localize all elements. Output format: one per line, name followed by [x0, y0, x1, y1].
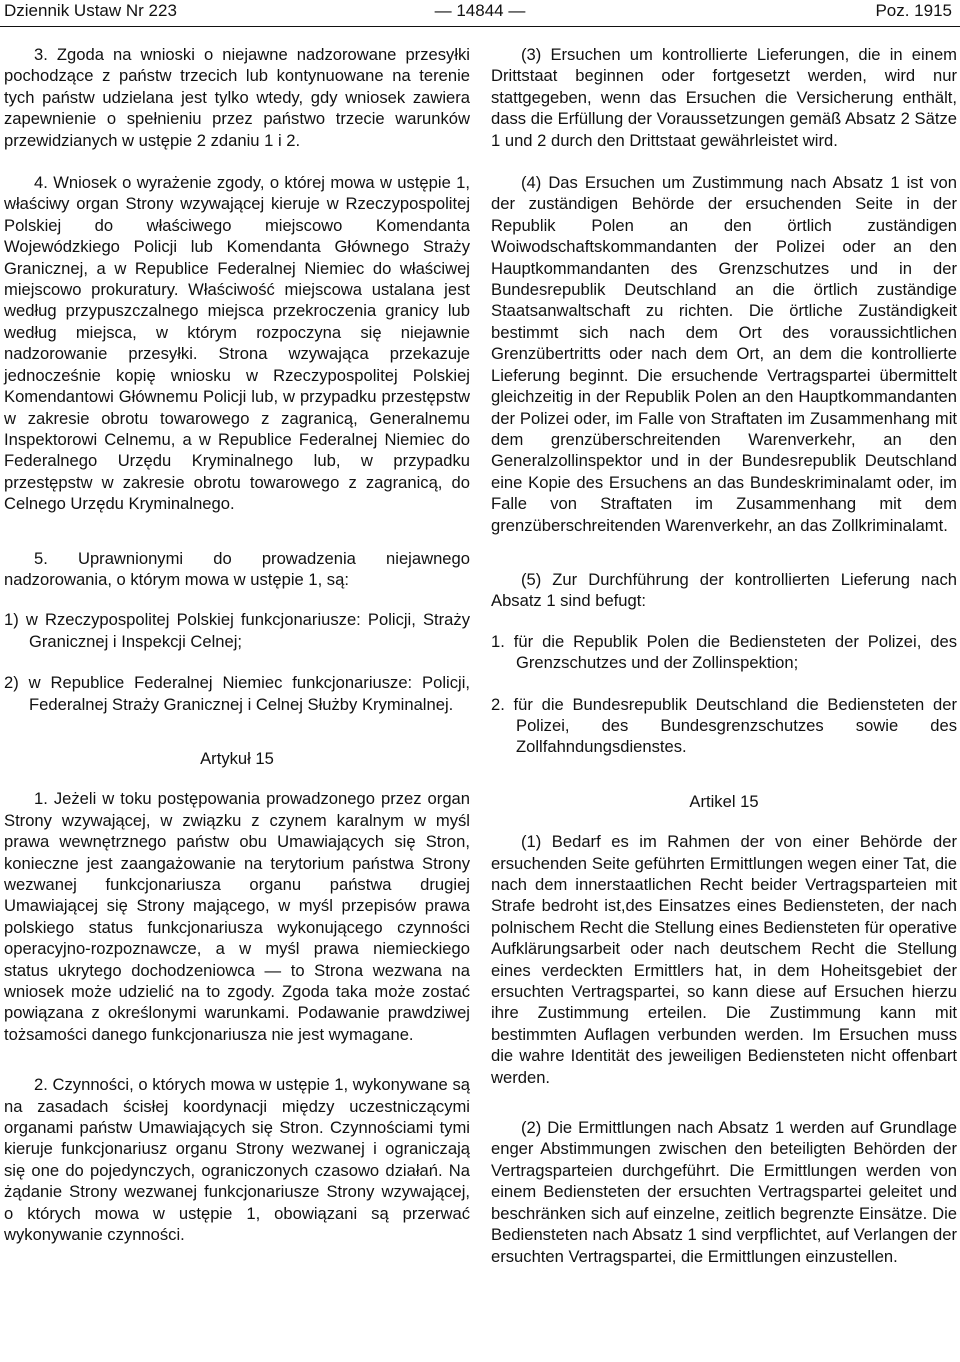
paragraph-5-pl: 5. Uprawnionymi do prowadzenia niejawnego nadzorowania, o którym mowa w ustępie 1, są: [4, 548, 470, 589]
list-item-1-de: 1. für die Republik Polen die Bediensteten der Polizei, des Grenzschutzes und der Zollinspektion; [491, 631, 957, 673]
page-number: — 14844 — [434, 1, 526, 20]
header-rule [0, 26, 960, 27]
polish-column [4, 44, 470, 1246]
article-paragraph-1-pl: 1. Jeżeli w toku postępowania prowadzonego przez organ Strony wzywającej, w związku z czynem karalnym w myśl prawa wewnętrznego państw obu Umawiających się Stron, konieczne jest zaangażowanie na terytorium państwa Strony wezwanej funkcjonariusza organu państwa drugiej Umawiającej się Strony mającego, w myśl przepisów prawa polskiego status funkcjonariusza wykonującego czynności operacyjno-rozpoznawcze, a w myśl prawa niemieckiego status ukrytego dochodzeniowca — to Strona wezwana na wniosek może udzielić na to zgody. Zgoda taka może zostać powiązana z określonymi warunkami. Podawanie prawdziwej tożsamości danego funkcjonariusza nie jest wymagane. [4, 789, 470, 1044]
list-item-1-pl: 1) w Rzeczypospolitej Polskiej funkcjonariusze: Policji, Straży Granicznej i Inspekcji Celnej; [4, 610, 470, 651]
paragraph-4-pl: 4. Wniosek o wyrażenie zgody, o której mowa w ustępie 1, właściwy organ Strony wzywającej kieruje w Rzeczypospolitej Polskiej do właściwego miejscowo Komendanta Wojewódzkiego Policji lub Komendanta Głównego Straży Granicznej, a w Republice Federalnej Niemiec do właściwej miejscowo prokuratury. Właściwość miejscowa ustalana jest według przypuszczalnego miejsca przekroczenia granicy lub według miejsca, w którym rozpoczyna się niejawnie nadzorowanie przesyłki. Strona wzywająca przekazuje jednocześnie kopię wniosku w Rzeczypospolitej Polskiej Komendantowi Głównemu Policji lub, w przypadku przestępstw w zakresie obrotu towarowego z zagranicą, Generalnemu Inspektorowi Celnemu, a w Republice Federalnej Niemiec do Federalnego Urzędu Kryminalnego lub, w przypadku przestępstw w zakresie obrotu towarowego z zagranicą, do Celnego Urzędu Kryminalnego. [4, 173, 470, 514]
german-column [491, 44, 957, 1267]
journal-title: Dziennik Ustaw Nr 223 [4, 1, 177, 20]
list-item-2-pl: 2) w Republice Federalnej Niemiec funkcjonariusze: Policji, Federalnej Straży Granicznej i Celnej Służby Kryminalnej. [4, 673, 470, 714]
page-header [0, 0, 960, 22]
paragraph-3-de: (3) Ersuchen um kontrollierte Lieferungen, die in einem Drittstaat beginnen oder fortgesetzt werden, wird nur stattgegeben, wenn das Ersuchen die Versicherung enthält, dass die Erfüllung der Voraussetzungen gemäß Absatz 2 Sätze 1 und 2 durch den Drittstaat gewährleistet wird. [491, 45, 957, 150]
paragraph-4-de: (4) Das Ersuchen um Zustimmung nach Absatz 1 ist von der zuständigen Behörde der ersuchenden Seite in der Republik Polen an den örtlich zuständigen Woiwodschaftskommandanten der Polizei oder an den Hauptkommandanten des Grenzschutzes und in der Bundesrepublik Deutschland an die örtlich zuständige Staatsanwaltschaft zu richten. Die örtliche Zuständigkeit bestimmt sich nach dem Ort des voraussichtlichen Grenzübertritts oder nach dem Ort, an dem die kontrollierte Lieferung beginnt. Die ersuchende Vertragspartei übermittelt gleichzeitig in der Republik Polen an den Hauptkommandanten der Polizei oder, im Falle von Straftaten im Zusammenhang mit dem grenzüberschreitenden Warenverkehr, an den Generalzollinspektor und in der Bundesrepublik Deutschland eine Kopie des Ersuchens an das Bundeskriminalamt oder, im Falle von Straftaten im Zusammenhang mit dem grenzüberschreitenden Warenverkehr, an das Zollkriminalamt. [491, 173, 957, 535]
paragraph-3-pl: 3. Zgoda na wnioski o niejawne nadzorowane przesyłki pochodzące z państw trzecich lub kontynuowane na terenie tych państw udzielana jest tylko wtedy, gdy wniosek zawiera zapewnienie o spełnieniu przez państwo trzecie warunków przewidzianych w ustępie 2 zdaniu 1 i 2. [4, 45, 470, 150]
article-title-pl: Artykuł 15 [200, 748, 274, 768]
list-item-2-de: 2. für die Bundesrepublik Deutschland die Bediensteten der Polizei, des Bundesgrenzschutzes sowie des Zollfahndungsdienstes. [491, 694, 957, 757]
position-number: Poz. 1915 [875, 1, 952, 20]
paragraph-5-de: (5) Zur Durchführung der kontrollierten Lieferung nach Absatz 1 sind befugt: [491, 569, 957, 611]
article-paragraph-2-de: (2) Die Ermittlungen nach Absatz 1 werden auf Grundlage enger Abstimmungen zwischen den beteiligten Behörden der Vertragsparteien durchgeführt. Die Ermittlungen werden von einem Bediensteten der ersuchten Vertragspartei geleitet und beschränken sich auf einzelne, zeitlich begrenzte Einsätze. Die Bediensteten nach Absatz 1 sind verpflichtet, auf Verlangen der ersuchten Vertragspartei, die Ermittlungen einzustellen. [491, 1118, 957, 1266]
article-paragraph-2-pl: 2. Czynności, o których mowa w ustępie 1, wykonywane są na zasadach ścisłej koordynacji między uczestniczącymi organami państw Umawiających się Stron. Czynnościami tymi kieruje funkcjonariusz organu Strony wezwanej i ograniczają się one do pojedynczych, ograniczonych czasowo działań. Na żądanie Strony wezwanej funkcjonariusze Strony wzywającej, o których mowa w ustępie 1, obowiązani są przerwać wykonywanie czynności. [4, 1075, 470, 1245]
article-title-de: Artikel 15 [689, 791, 759, 811]
article-paragraph-1-de: (1) Bedarf es im Rahmen der von einer Behörde der ersuchenden Seite geführten Ermittlungen wegen einer Tat, die nach dem innerstaatlichen Recht beider Vertragsparteien mit Strafe bedroht ist,des Einsatzes eines Bediensteten, der nach polnischem Recht die Stellung eines Bediensteten für operative Aufklärungsarbeit oder nach deutschem Recht die Stellung eines verdeckten Ermittlers hat, in dem Hoheitsgebiet der ersuchten Vertragspartei, so kann diese auf Ersuchen hierzu ihre Zustimmung erteilen. Die Zustimmung kann mit bestimmten Auflagen verbunden werden. Im Ersuchen muss die wahre Identität des jeweiligen Bediensteten nicht offenbart werden. [491, 832, 957, 1087]
